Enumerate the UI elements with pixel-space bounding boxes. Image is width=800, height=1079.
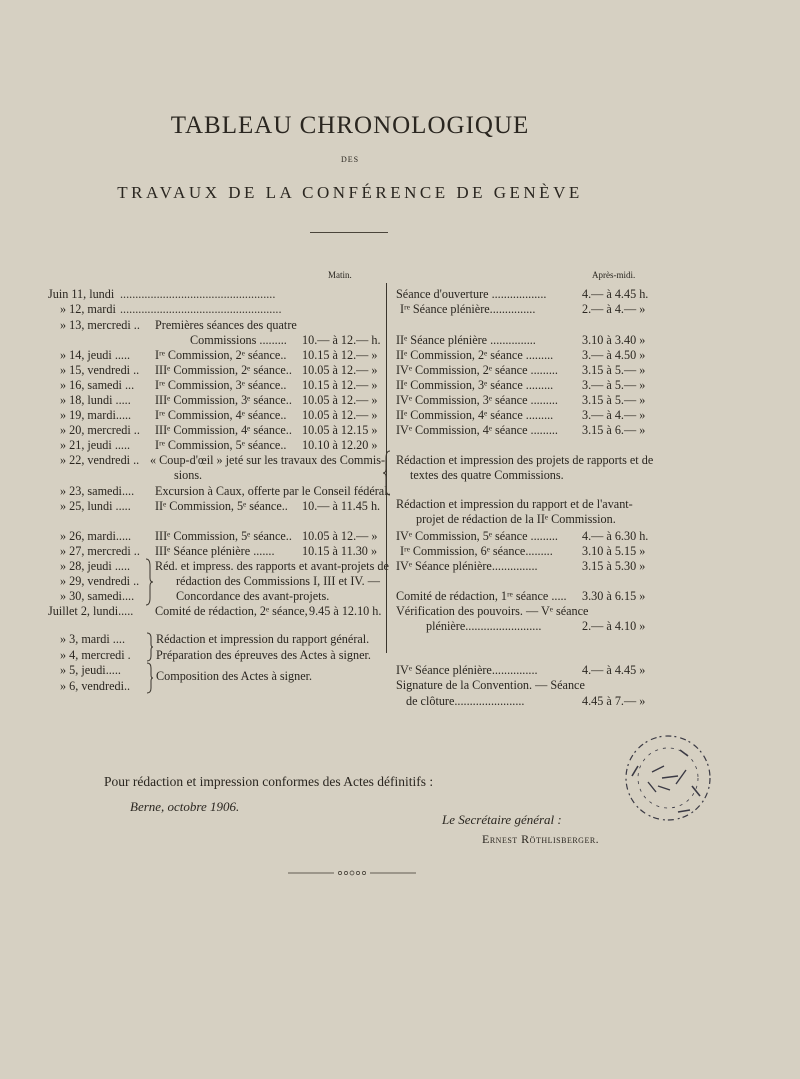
activity-cell: textes des quatre Commissions. <box>410 468 564 482</box>
activity-cell: Séance d'ouverture .................. <box>396 287 547 301</box>
certification-line: Pour rédaction et impression conformes des Actes définitifs : <box>104 774 434 789</box>
activity-cell: de clôture....................... <box>406 694 525 708</box>
leader-dots: ..................................................... <box>120 302 282 316</box>
activity-cell: sions. <box>174 468 203 482</box>
time-cell: 3.10 à 5.15 » <box>582 544 646 558</box>
time-cell: 4.— à 6.30 h. <box>582 529 649 543</box>
brace-icon <box>146 662 154 694</box>
date-cell: » 18, lundi ..... <box>60 393 131 407</box>
time-cell: 3.15 à 6.— » <box>582 423 646 437</box>
time-cell: 10.05 à 12.— » <box>302 363 378 377</box>
time-cell: 10.15 à 11.30 » <box>302 544 378 558</box>
date-cell: » 6, vendredi.. <box>60 679 131 693</box>
time-cell: 10.05 à 12.15 » <box>302 423 378 437</box>
activity-cell: IIᵉ Commission, 4ᵉ séance ......... <box>396 408 554 422</box>
date-cell: » 14, jeudi ..... <box>60 348 131 362</box>
activity-cell: IVᵉ Commission, 4ᵉ séance ......... <box>396 423 558 437</box>
activity-cell: IIIᵉ Commission, 2ᵉ séance.. <box>155 363 292 377</box>
activity-cell: Iʳᵉ Commission, 6ᵉ séance......... <box>400 544 553 558</box>
brace-icon <box>144 558 154 606</box>
time-cell: 4.— à 4.45 h. <box>582 287 649 301</box>
date-cell: » 16, samedi ... <box>60 378 135 392</box>
time-cell: 3.— à 4.50 » <box>582 348 646 362</box>
date-cell: » 26, mardi..... <box>60 529 132 543</box>
activity-cell: IVᵉ Séance plénière............... <box>396 663 538 677</box>
activity-cell: Commissions ......... <box>190 333 287 347</box>
activity-cell: « Coup-d'œil » jeté sur les travaux des Commis- <box>150 453 386 467</box>
time-cell: 3.30 à 6.15 » <box>582 589 646 603</box>
title-rule <box>310 232 388 233</box>
activity-cell: Rédaction et impression du rapport général. <box>156 632 370 646</box>
date-cell: » 20, mercredi .. <box>60 423 140 437</box>
activity-cell: Vérification des pouvoirs. — Vᵉ séance <box>396 604 589 618</box>
date-cell: » 12, mardi <box>60 302 116 316</box>
activity-cell: IIᵉ Commission, 3ᵉ séance ......... <box>396 378 554 392</box>
date-cell: » 21, jeudi ..... <box>60 438 131 452</box>
time-cell: 10.— à 11.45 h. <box>302 499 381 513</box>
activity-cell: Comité de rédaction, 2ᵉ séance, <box>155 604 308 618</box>
activity-cell: IVᵉ Séance plénière............... <box>396 559 538 573</box>
time-cell: 4.45 à 7.— » <box>582 694 646 708</box>
title-connector: DES <box>340 155 360 164</box>
date-cell: » 28, jeudi ..... <box>60 559 131 573</box>
time-cell: 10.05 à 12.— » <box>302 408 378 422</box>
activity-cell: projet de rédaction de la IIᵉ Commission. <box>416 512 616 526</box>
secretary-title: Le Secrétaire général : <box>442 812 562 827</box>
time-cell: 3.10 à 3.40 » <box>582 333 646 347</box>
sub-title: TRAVAUX DE LA CONFÉRENCE DE GENÈVE <box>117 183 583 202</box>
date-cell: » 27, mercredi .. <box>60 544 140 558</box>
time-cell: 3.— à 4.— » <box>582 408 646 422</box>
activity-cell: IIIᵉ Séance plénière ....... <box>155 544 275 558</box>
activity-cell: IIᵉ Commission, 2ᵉ séance ......... <box>396 348 554 362</box>
activity-cell: IVᵉ Commission, 2ᵉ séance ......... <box>396 363 558 377</box>
activity-cell: Réd. et impress. des rapports et avant-projets de <box>155 559 389 573</box>
activity-cell: Premières séances des quatre <box>155 318 297 332</box>
date-cell: » 3, mardi .... <box>60 632 125 646</box>
date-cell: Juin 11, lundi <box>48 287 115 301</box>
official-stamp-icon <box>618 726 718 826</box>
time-cell: 10.15 à 12.— » <box>302 378 378 392</box>
time-cell: 3.15 à 5.30 » <box>582 559 646 573</box>
activity-cell: Signature de la Convention. — Séance <box>396 678 585 692</box>
activity-cell: Iʳᵉ Commission, 5ᵉ séance.. <box>155 438 287 452</box>
activity-cell: IIᵉ Séance plénière ............... <box>396 333 536 347</box>
time-cell: 10.— à 12.— h. <box>302 333 381 347</box>
date-cell: » 13, mercredi .. <box>60 318 140 332</box>
date-cell: » 19, mardi..... <box>60 408 132 422</box>
ornament-divider <box>288 870 416 876</box>
date-cell: » 25, lundi ..... <box>60 499 131 513</box>
date-cell: » 23, samedi.... <box>60 484 135 498</box>
date-cell: » 15, vendredi .. <box>60 363 140 377</box>
time-cell: 3.15 à 5.— » <box>582 363 646 377</box>
place-date: Berne, octobre 1906. <box>130 799 240 814</box>
time-cell: 3.15 à 5.— » <box>582 393 646 407</box>
time-cell: 10.05 à 12.— » <box>302 393 378 407</box>
time-cell: 2.— à 4.10 » <box>582 619 646 633</box>
column-head-afternoon: Après-midi. <box>592 270 636 280</box>
activity-cell: IIᵉ Commission, 5ᵉ séance.. <box>155 499 288 513</box>
activity-cell: Excursion à Caux, offerte par le Conseil fédéral. <box>155 484 391 498</box>
activity-cell: Composition des Actes à signer. <box>156 669 313 683</box>
brace-icon <box>382 450 392 496</box>
activity-cell: Préparation des épreuves des Actes à signer. <box>156 648 371 662</box>
activity-cell: plénière......................... <box>426 619 542 633</box>
date-cell: Juillet 2, lundi..... <box>48 604 134 618</box>
time-cell: 3.— à 5.— » <box>582 378 646 392</box>
date-cell: » 29, vendredi .. <box>60 574 140 588</box>
activity-cell: Rédaction et impression des projets de rapports et de <box>396 453 654 467</box>
activity-cell: rédaction des Commissions I, III et IV. — <box>176 574 380 588</box>
activity-cell: IIIᵉ Commission, 4ᵉ séance.. <box>155 423 292 437</box>
leader-dots: ................................................... <box>120 287 276 301</box>
activity-cell: Concordance des avant-projets. <box>176 589 330 603</box>
activity-cell: Comité de rédaction, 1ʳᵉ séance ..... <box>396 589 567 603</box>
activity-cell: Iʳᵉ Commission, 3ᵉ séance.. <box>155 378 287 392</box>
time-cell: 10.10 à 12.20 » <box>302 438 378 452</box>
activity-cell: Iʳᵉ Séance plénière............... <box>400 302 536 316</box>
main-title: TABLEAU CHRONOLOGIQUE <box>170 112 530 139</box>
time-cell: 10.15 à 12.— » <box>302 348 378 362</box>
date-cell: » 30, samedi.... <box>60 589 135 603</box>
activity-cell: IVᵉ Commission, 5ᵉ séance ......... <box>396 529 558 543</box>
activity-cell: Iʳᵉ Commission, 4ᵉ séance.. <box>155 408 287 422</box>
activity-cell: IIIᵉ Commission, 3ᵉ séance.. <box>155 393 292 407</box>
date-cell: » 4, mercredi . <box>60 648 131 662</box>
brace-icon <box>146 632 154 662</box>
time-cell: 4.— à 4.45 » <box>582 663 646 677</box>
time-cell: 10.05 à 12.— » <box>302 529 378 543</box>
activity-cell: Rédaction et impression du rapport et de l'avant- <box>396 497 633 511</box>
date-cell: » 22, vendredi .. <box>60 453 140 467</box>
column-head-morning: Matin. <box>328 270 352 280</box>
date-cell: » 5, jeudi..... <box>60 663 121 677</box>
activity-cell: Iʳᵉ Commission, 2ᵉ séance.. <box>155 348 287 362</box>
time-cell: 9.45 à 12.10 h. <box>309 604 382 618</box>
activity-cell: IVᵉ Commission, 3ᵉ séance ......... <box>396 393 558 407</box>
activity-cell: IIIᵉ Commission, 5ᵉ séance.. <box>155 529 292 543</box>
time-cell: 2.— à 4.— » <box>582 302 646 316</box>
secretary-name: Ernest Röthlisberger. <box>482 832 600 846</box>
